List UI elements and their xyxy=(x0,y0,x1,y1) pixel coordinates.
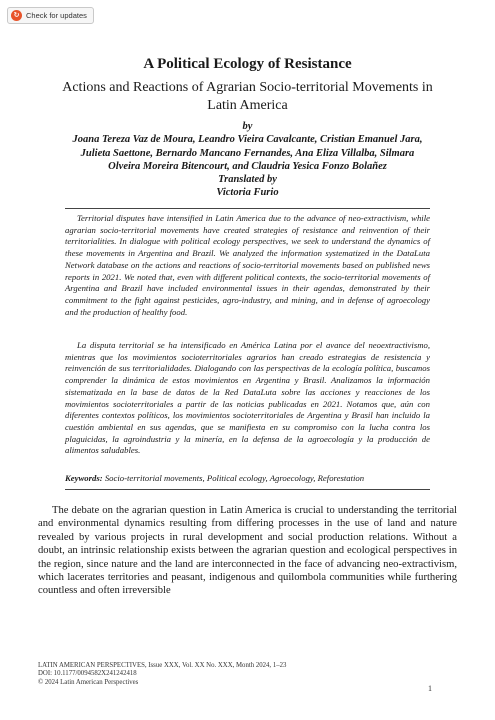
abstract-english: Territorial disputes have intensified in Latin America due to the advance of neo-extractivism, while agrarian socio-territorial movements have created strategies of resistance and reinvention of their territorialities. In dialogue with political ecology perspectives, we seek to understand the dynamics of these movements in Argentina and Brazil. We analyzed the information systematized in the DataLuta Network database on the actions and reactions of socio-territorial movements based on published news reports in 2021. We noted that, even with different political contexts, the socio-territorial movements of Argentina and Brazil have included environmental issues in their agendas, demonstrated by their commitment to the fight against pesticides, agro-industry, and mining, and in defense of agroecology and the production of healthy food. xyxy=(65,213,430,317)
author-line: Julieta Saettone, Bernardo Mancano Fernandes, Ana Eliza Villalba, Silmara xyxy=(80,147,415,159)
page-number: 1 xyxy=(428,684,432,693)
author-line: Joana Tereza Vaz de Moura, Leandro Vieira Cavalcante, Cristian Emanuel Jara, xyxy=(72,134,423,146)
by-label: by xyxy=(242,121,253,132)
translator-name: Victoria Furio xyxy=(216,187,279,199)
translated-by-label: Translated by xyxy=(218,174,277,186)
doi: DOI: 10.1177/0094582X241242418 xyxy=(38,670,137,678)
update-check-icon: ↻ xyxy=(11,10,22,21)
check-for-updates-label: Check for updates xyxy=(26,11,87,20)
article-subtitle: Actions and Reactions of Agrarian Socio-territorial Movements in Latin America xyxy=(62,80,433,113)
check-for-updates-badge[interactable] xyxy=(7,7,94,24)
article-title: A Political Ecology of Resistance xyxy=(143,56,352,72)
abstract-top-rule xyxy=(65,208,430,209)
journal-citation: LATIN AMERICAN PERSPECTIVES, Issue XXX, Vol. XX No. XXX, Month 2024, 1–23 xyxy=(38,662,287,669)
keywords xyxy=(65,473,430,485)
copyright: © 2024 Latin American Perspectives xyxy=(38,678,139,686)
byline xyxy=(40,120,455,200)
body-paragraph: The debate on the agrarian question in Latin America is crucial to understanding the territorial and environmental dynamics resulting from differing processes in the use of land and nature revealed by various projects in rural development and social production relations. Without a doubt, an intrinsic relationship exists between the agrarian question and ecological perspectives in the region, since nature and the land are interconnected in the face of advancing neo-extractivism, which lacerates territories and peasant, indigenous and quilombola communities while furthering countless and often irreversible xyxy=(38,505,457,597)
keywords-text: Socio-territorial movements, Political ecology, Agroecology, Reforestation xyxy=(104,473,365,483)
author-line: Olveira Moreira Bitencourt, and Claudria Yesica Fonzo Bolañez xyxy=(108,160,387,172)
keywords-label: Keywords: xyxy=(65,473,103,483)
abstract-spanish: La disputa territorial se ha intensificado en América Latina por el avance del neoextractivismo, mientras que los movimientos socioterritoriales agrarios han creado estrategias de resistencia y reinvención de sus territorialidades. Dialogando con las perspectivas de la ecología política, buscamos comprender la dinámica de estos movimientos en Argentina y Brasil. Analizamos la información sistematizada en la base de datos de la Red DataLuta sobre las acciones y reacciones de los movimientos socioterritoriales a partir de las noticias publicadas en 2021. Notamos que, aún con diferentes contextos políticos, los movimientos socioterritoriales de Argentina y Brasil han incluido la cuestión ambiental en sus agendas, que se manifiesta en su compromiso con la lucha contra los plaguicidas, la agroindustria y la minería, en la defensa de la agroecología y la producción de alimentos saludables. xyxy=(65,340,430,456)
page-footer xyxy=(38,662,457,687)
abstract-bottom-rule xyxy=(65,489,430,490)
